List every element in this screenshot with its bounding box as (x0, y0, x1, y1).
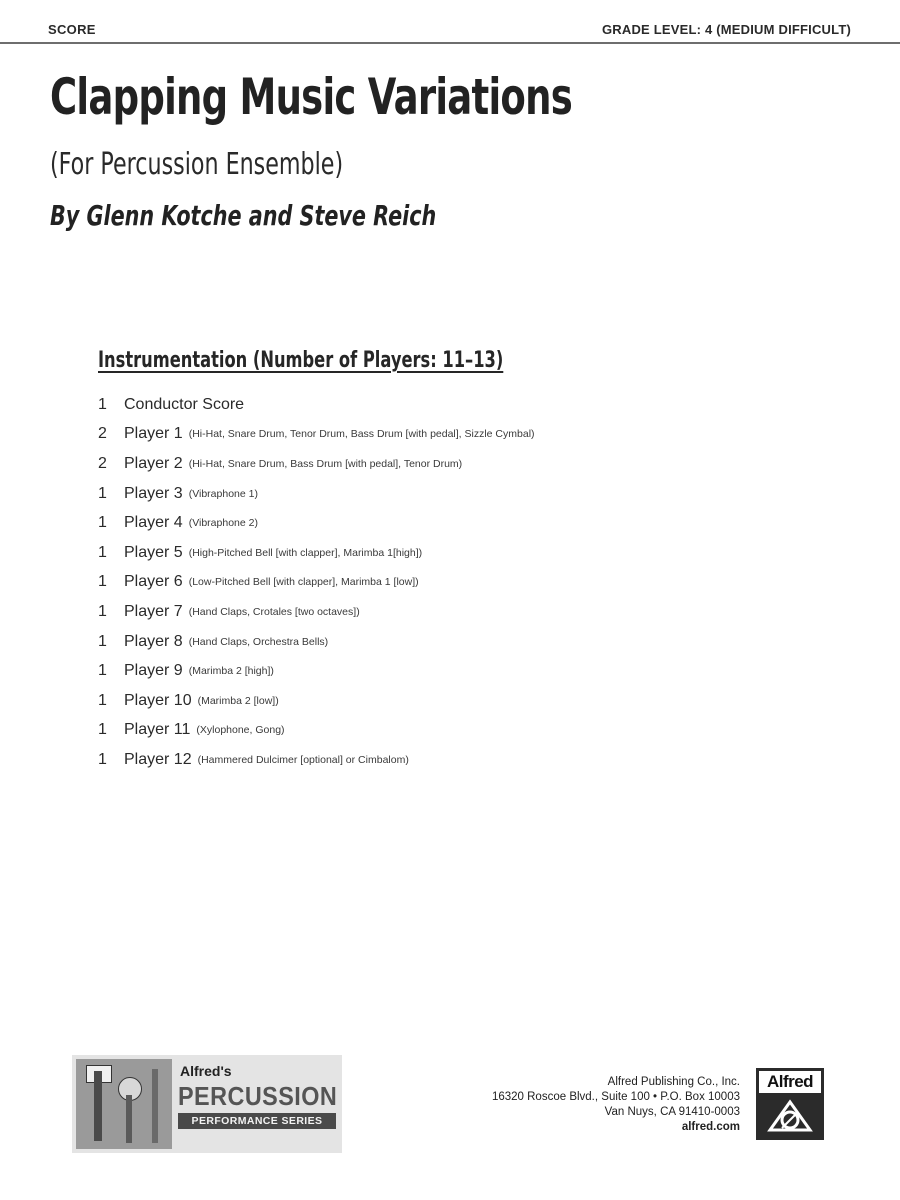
page-title: Clapping Music Variations (50, 68, 572, 126)
part-name: Player 12 (124, 750, 192, 768)
subtitle: (For Percussion Ensemble) (50, 147, 344, 182)
part-row (98, 627, 818, 657)
part-row (98, 597, 818, 627)
part-description: (Xylophone, Gong) (196, 724, 285, 737)
part-description: (High-Pitched Bell [with clapper], Marimba 1[high]) (188, 546, 423, 559)
part-name: Player 9 (124, 662, 183, 680)
series-logo-line2: PERCUSSION (178, 1081, 338, 1111)
part-description: (Marimba 2 [high]) (188, 665, 274, 678)
part-row (98, 420, 818, 450)
part-name: Player 7 (124, 602, 183, 620)
page-header (0, 0, 900, 44)
part-description: (Hammered Dulcimer [optional] or Cimbalom) (197, 753, 409, 766)
part-name: Player 5 (124, 543, 183, 561)
percussion-series-logo (72, 1055, 342, 1153)
grade-level-label: GRADE LEVEL: 4 (MEDIUM DIFFICULT) (601, 22, 851, 37)
part-name: Player 1 (124, 425, 183, 443)
part-row (98, 479, 818, 509)
part-quantity: 2 (98, 425, 107, 443)
series-logo-line3: PERFORMANCE SERIES (178, 1113, 336, 1129)
part-name: Player 4 (124, 514, 183, 532)
part-description: (Marimba 2 [low]) (197, 694, 279, 707)
part-name: Player 3 (124, 484, 183, 502)
part-description: (Low-Pitched Bell [with clapper], Marimba 1 [low]) (188, 576, 419, 589)
part-description: (Hi-Hat, Snare Drum, Tenor Drum, Bass Drum [with pedal], Sizzle Cymbal) (188, 428, 535, 441)
alfred-wordmark: Alfred (759, 1071, 821, 1093)
series-logo-line1: Alfred's (180, 1063, 232, 1079)
part-row (98, 656, 818, 686)
part-description: (Vibraphone 1) (188, 487, 258, 500)
part-row (98, 538, 818, 568)
part-quantity: 2 (98, 454, 107, 472)
part-quantity: 1 (98, 721, 107, 739)
header-rule (0, 42, 900, 44)
part-quantity: 1 (98, 484, 107, 502)
part-quantity: 1 (98, 691, 107, 709)
part-name: Player 10 (124, 691, 192, 709)
instrumentation-list (98, 390, 818, 775)
part-quantity: 1 (98, 750, 107, 768)
part-row (98, 508, 818, 538)
alfred-emblem-icon (764, 1096, 816, 1136)
part-description: (Hand Claps, Orchestra Bells) (188, 635, 329, 648)
part-description: (Vibraphone 2) (188, 517, 258, 530)
part-description: (Hi-Hat, Snare Drum, Bass Drum [with pedal], Tenor Drum) (188, 457, 463, 470)
publisher-website: alfred.com (681, 1121, 740, 1133)
mallet-stick (126, 1095, 132, 1143)
part-quantity: 1 (98, 514, 107, 532)
publisher-address-line2: Van Nuys, CA 91410-0003 (604, 1106, 740, 1118)
mallets-image (76, 1059, 172, 1149)
part-quantity: 1 (98, 632, 107, 650)
part-quantity: 1 (98, 662, 107, 680)
mallet-stick (152, 1069, 158, 1143)
part-name: Player 6 (124, 573, 183, 591)
publisher-name: Alfred Publishing Co., Inc. (607, 1076, 740, 1088)
part-row (98, 568, 818, 598)
part-name: Player 2 (124, 454, 183, 472)
part-name: Player 11 (124, 721, 191, 739)
part-row (98, 745, 818, 775)
part-quantity: 1 (98, 602, 107, 620)
byline: By Glenn Kotche and Steve Reich (50, 199, 437, 232)
publisher-info (492, 1075, 740, 1135)
part-row (98, 716, 818, 746)
part-row (98, 390, 818, 420)
publisher-address-line1: 16320 Roscoe Blvd., Suite 100 • P.O. Box 10003 (491, 1091, 740, 1103)
part-description: (Hand Claps, Crotales [two octaves]) (188, 605, 360, 618)
instrumentation-heading: Instrumentation (Number of Players: 11–13) (98, 348, 504, 373)
part-name: Player 8 (124, 632, 183, 650)
part-name: Conductor Score (124, 395, 245, 413)
alfred-logo (756, 1068, 824, 1140)
mallet-stick (94, 1071, 102, 1141)
score-label: SCORE (48, 22, 96, 37)
part-quantity: 1 (98, 573, 107, 591)
part-row (98, 686, 818, 716)
part-quantity: 1 (98, 543, 107, 561)
part-quantity: 1 (98, 395, 107, 413)
part-row (98, 449, 818, 479)
